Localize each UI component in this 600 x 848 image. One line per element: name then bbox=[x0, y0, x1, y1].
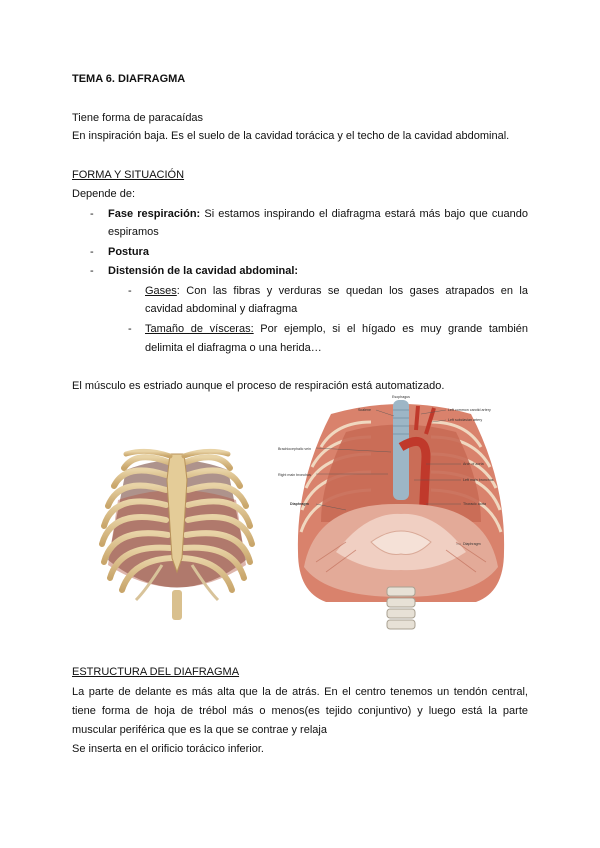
subbullet-label: Gases bbox=[145, 285, 177, 297]
rib-cage-illustration bbox=[96, 440, 258, 625]
muscle-note: El músculo es estriado aunque el proceso de respiración está automatizado. bbox=[72, 380, 445, 392]
subbullet-continuation: delimita el diafragma o una herida… bbox=[145, 342, 322, 354]
subbullet-label: Tamaño de vísceras: bbox=[145, 323, 254, 335]
bullet-distension: Distensión de la cavidad abdominal: bbox=[108, 265, 299, 277]
bullet-dash: - bbox=[90, 208, 94, 220]
subbullet-text: : Con las fibras y verduras se quedan los gases atrapados en la bbox=[176, 285, 528, 297]
subbullet-dash: - bbox=[128, 285, 132, 297]
paragraph-line-2: tiene forma de hoja de trébol más o menos(es tejido conjuntivo) y luego está la parte bbox=[72, 705, 528, 717]
intro-line-2: En inspiración baja. Es el suelo de la cavidad torácica y el techo de la cavidad abdominal. bbox=[72, 130, 510, 142]
paragraph-insert: Se inserta en el orificio torácico inferior. bbox=[72, 743, 264, 755]
page-title: TEMA 6. DIAFRAGMA bbox=[72, 73, 186, 85]
subbullet-visceras bbox=[145, 322, 528, 336]
label-left-common-carotid: Left common carotid artery bbox=[448, 408, 491, 412]
label-left-subclavian: Left subclavian artery bbox=[448, 418, 483, 422]
section-heading-estructura: ESTRUCTURA DEL DIAFRAGMA bbox=[72, 666, 240, 678]
paragraph-line-1: La parte de delante es más alta que la de atrás. En el centro tenemos un tendón central, bbox=[72, 686, 528, 698]
subbullet-text: Por ejemplo, si el hígado es muy grande también bbox=[253, 323, 528, 335]
label-esophagus: Esophagus bbox=[392, 395, 410, 399]
intro-line-1: Tiene forma de paracaídas bbox=[72, 112, 204, 124]
subbullet-continuation: cavidad abdominal y diafragma bbox=[145, 303, 298, 315]
subbullet-dash: - bbox=[128, 323, 132, 335]
depends-text: Depende de: bbox=[72, 188, 135, 200]
paragraph-line-3: muscular periférica que es la que se contrae y relaja bbox=[72, 724, 327, 736]
bullet-text: Si estamos inspirando el diafragma estará más bajo que cuando bbox=[200, 208, 528, 220]
label-arch-aorta: Arch of aorta bbox=[463, 462, 484, 466]
label-left-main-bronchus: Left main bronchus bbox=[463, 478, 494, 482]
label-scalene: Scalene bbox=[358, 408, 371, 412]
bullet-continuation: espiramos bbox=[108, 226, 159, 238]
bullet-fase-respiracion bbox=[108, 207, 528, 221]
bullet-postura: Postura bbox=[108, 246, 149, 258]
section-heading-forma: FORMA Y SITUACIÓN bbox=[72, 169, 185, 181]
label-brachiocephalic: Brachiocephalic vein bbox=[278, 447, 311, 451]
label-thoracic-aorta: Thoracic aorta bbox=[463, 502, 486, 506]
bullet-dash: - bbox=[90, 265, 94, 277]
bullet-dash: - bbox=[90, 246, 94, 258]
label-right-main-bronchus: Right main bronchus bbox=[278, 473, 311, 477]
label-diaphragm: Diaphragm bbox=[290, 502, 309, 506]
label-diaphragm-right: Diaphragm bbox=[463, 542, 481, 546]
diaphragm-anatomy-illustration bbox=[276, 392, 526, 632]
bullet-label: Fase respiración: bbox=[108, 208, 201, 220]
subbullet-gases bbox=[145, 284, 528, 298]
